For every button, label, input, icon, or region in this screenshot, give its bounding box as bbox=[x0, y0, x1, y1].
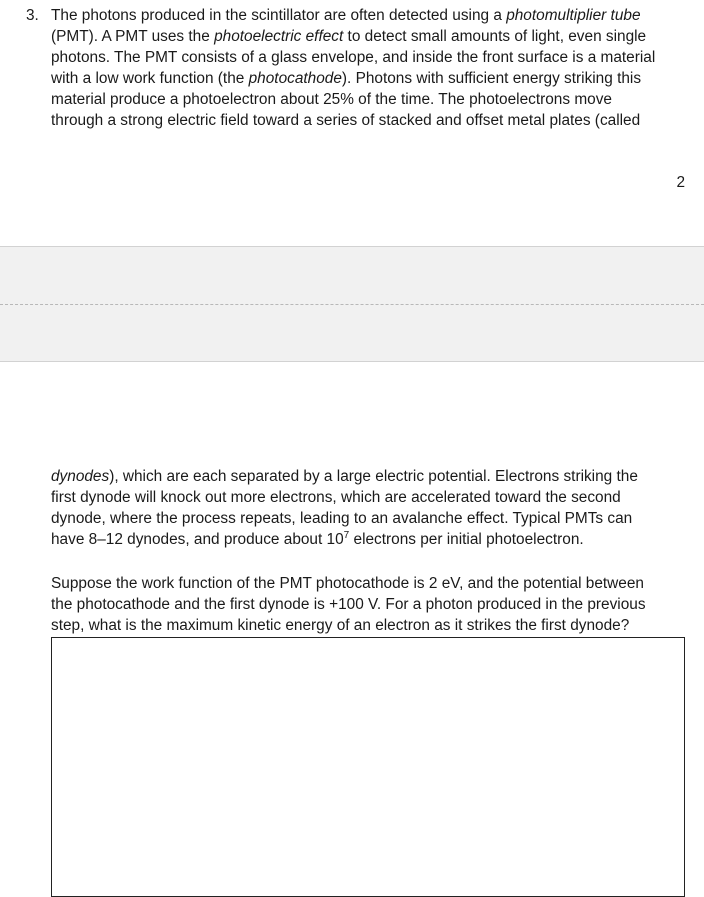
question-number: 3. bbox=[26, 7, 39, 24]
text-line: The photons produced in the scintillator are often detected using a photomultiplier tube bbox=[51, 7, 641, 24]
text-line: first dynode will knock out more electrons, which are accelerated toward the second bbox=[51, 489, 621, 506]
text-line: step, what is the maximum kinetic energy of an electron as it strikes the first dynode? bbox=[51, 617, 630, 634]
text-line: the photocathode and the first dynode is +100 V. For a photon produced in the previous bbox=[51, 596, 646, 613]
text-line: dynodes), which are each separated by a large electric potential. Electrons striking the bbox=[51, 468, 638, 485]
text-line: photons. The PMT consists of a glass envelope, and inside the front surface is a material bbox=[51, 49, 656, 66]
page-break-divider bbox=[0, 304, 704, 305]
page-break bbox=[0, 246, 704, 362]
question-paragraph-continued bbox=[51, 466, 691, 550]
page-number: 2 bbox=[676, 174, 685, 191]
text-line: material produce a photoelectron about 25% of the time. The photoelectrons move bbox=[51, 91, 612, 108]
text-line: with a low work function (the photocathode). Photons with sufficient energy striking this bbox=[51, 70, 642, 87]
text-line: have 8–12 dynodes, and produce about $10^7$ electrons per initial photoelectron. bbox=[51, 530, 584, 548]
text-line: Suppose the work function of the PMT photocathode is 2 eV, and the potential between bbox=[51, 575, 644, 592]
text-line: dynode, where the process repeats, leading to an avalanche effect. Typical PMTs can bbox=[51, 510, 633, 527]
question-paragraph-intro bbox=[51, 5, 691, 131]
text-line: (PMT). A PMT uses the photoelectric effect to detect small amounts of light, even single bbox=[51, 28, 647, 45]
answer-box[interactable] bbox=[51, 637, 685, 897]
question-prompt bbox=[51, 573, 691, 636]
text-line: through a strong electric field toward a series of stacked and offset metal plates (called bbox=[51, 112, 641, 129]
